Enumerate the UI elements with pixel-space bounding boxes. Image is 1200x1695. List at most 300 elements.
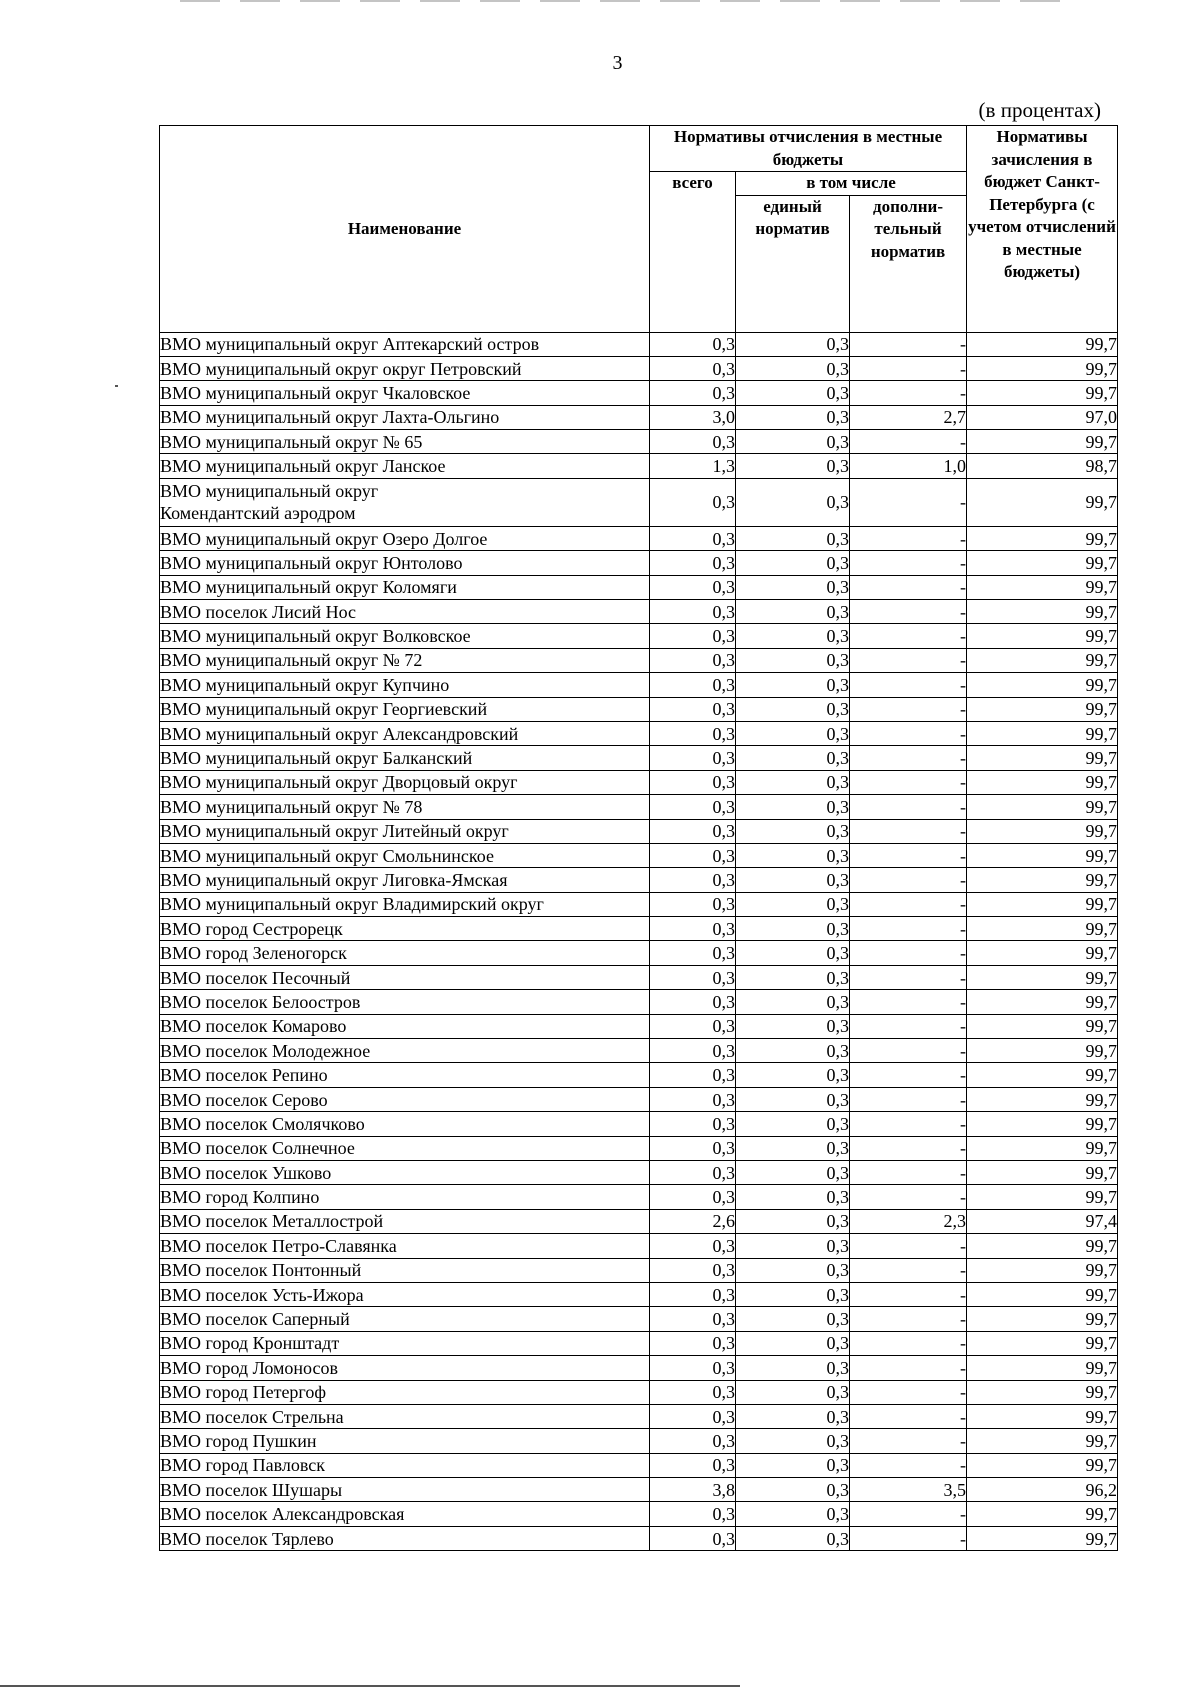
row-single-norm: 0,3 xyxy=(736,1112,850,1136)
row-spb-norm: 99,7 xyxy=(967,1039,1118,1063)
row-additional-norm: - xyxy=(850,1502,967,1526)
row-additional-norm: - xyxy=(850,721,967,745)
row-single-norm: 0,3 xyxy=(736,332,850,356)
row-spb-norm: 97,4 xyxy=(967,1209,1118,1233)
row-spb-norm: 99,7 xyxy=(967,1502,1118,1526)
row-additional-norm: 2,3 xyxy=(850,1209,967,1233)
row-single-norm: 0,3 xyxy=(736,1526,850,1550)
row-single-norm: 0,3 xyxy=(736,673,850,697)
row-spb-norm: 99,7 xyxy=(967,1014,1118,1038)
row-single-norm: 0,3 xyxy=(736,1453,850,1477)
row-spb-norm: 98,7 xyxy=(967,454,1118,478)
row-total: 0,3 xyxy=(650,1356,736,1380)
row-single-norm: 0,3 xyxy=(736,1161,850,1185)
table-row xyxy=(160,746,1118,770)
row-total: 0,3 xyxy=(650,1161,736,1185)
row-name: ВМО город Колпино xyxy=(160,1185,650,1209)
row-name: ВМО поселок Тярлево xyxy=(160,1526,650,1550)
row-total: 0,3 xyxy=(650,575,736,599)
row-name: ВМО поселок Песочный xyxy=(160,965,650,989)
row-total: 0,3 xyxy=(650,1380,736,1404)
row-name: ВМО поселок Шушары xyxy=(160,1478,650,1502)
row-spb-norm: 97,0 xyxy=(967,405,1118,429)
row-single-norm: 0,3 xyxy=(736,795,850,819)
row-single-norm: 0,3 xyxy=(736,551,850,575)
table-row xyxy=(160,892,1118,916)
row-name: ВМО муниципальный округ Комендантский аэродром xyxy=(160,478,650,526)
row-total: 0,3 xyxy=(650,1234,736,1258)
row-single-norm: 0,3 xyxy=(736,1429,850,1453)
row-name: ВМО муниципальный округ Владимирский округ xyxy=(160,892,650,916)
row-additional-norm: - xyxy=(850,332,967,356)
row-spb-norm: 99,7 xyxy=(967,381,1118,405)
row-additional-norm: - xyxy=(850,575,967,599)
row-single-norm: 0,3 xyxy=(736,454,850,478)
row-additional-norm: - xyxy=(850,1136,967,1160)
table-row xyxy=(160,405,1118,429)
row-spb-norm: 99,7 xyxy=(967,819,1118,843)
table-row xyxy=(160,1282,1118,1306)
row-name: ВМО муниципальный округ Балканский xyxy=(160,746,650,770)
row-spb-norm: 99,7 xyxy=(967,1063,1118,1087)
row-single-norm: 0,3 xyxy=(736,721,850,745)
row-total: 0,3 xyxy=(650,721,736,745)
table-row xyxy=(160,648,1118,672)
row-name: ВМО муниципальный округ Озеро Долгое xyxy=(160,526,650,550)
header-single-norm: единый норматив xyxy=(736,195,850,332)
row-additional-norm: - xyxy=(850,1356,967,1380)
row-spb-norm: 99,7 xyxy=(967,1429,1118,1453)
table-row xyxy=(160,1258,1118,1282)
table-row xyxy=(160,526,1118,550)
row-spb-norm: 99,7 xyxy=(967,673,1118,697)
header-additional-norm: дополни-тельный норматив xyxy=(850,195,967,332)
row-name: ВМО город Пушкин xyxy=(160,1429,650,1453)
row-single-norm: 0,3 xyxy=(736,1087,850,1111)
row-name: ВМО муниципальный округ округ Петровский xyxy=(160,356,650,380)
row-spb-norm: 99,7 xyxy=(967,1185,1118,1209)
table-row xyxy=(160,624,1118,648)
row-name: ВМО муниципальный округ Смольнинское xyxy=(160,843,650,867)
row-total: 0,3 xyxy=(650,795,736,819)
row-total: 0,3 xyxy=(650,917,736,941)
row-name: ВМО поселок Саперный xyxy=(160,1307,650,1331)
row-total: 0,3 xyxy=(650,1039,736,1063)
row-name: ВМО поселок Серово xyxy=(160,1087,650,1111)
row-spb-norm: 99,7 xyxy=(967,1161,1118,1185)
row-name: ВМО муниципальный округ Литейный округ xyxy=(160,819,650,843)
row-name: ВМО муниципальный округ Юнтолово xyxy=(160,551,650,575)
row-total: 0,3 xyxy=(650,478,736,526)
row-single-norm: 0,3 xyxy=(736,1014,850,1038)
row-name: ВМО муниципальный округ Ланское xyxy=(160,454,650,478)
row-name: ВМО город Кронштадт xyxy=(160,1331,650,1355)
row-name: ВМО поселок Александровская xyxy=(160,1502,650,1526)
row-name: ВМО муниципальный округ № 78 xyxy=(160,795,650,819)
table-row xyxy=(160,575,1118,599)
row-total: 0,3 xyxy=(650,356,736,380)
row-additional-norm: - xyxy=(850,526,967,550)
row-single-norm: 0,3 xyxy=(736,770,850,794)
row-name: ВМО муниципальный округ Волковское xyxy=(160,624,650,648)
row-total: 0,3 xyxy=(650,1404,736,1428)
row-total: 0,3 xyxy=(650,1063,736,1087)
table-row xyxy=(160,381,1118,405)
row-additional-norm: - xyxy=(850,600,967,624)
row-additional-norm: - xyxy=(850,1526,967,1550)
row-total: 0,3 xyxy=(650,843,736,867)
row-name: ВМО муниципальный округ Дворцовый округ xyxy=(160,770,650,794)
norms-table xyxy=(159,125,1118,1551)
row-total: 0,3 xyxy=(650,1185,736,1209)
row-additional-norm: - xyxy=(850,1063,967,1087)
row-single-norm: 0,3 xyxy=(736,1282,850,1306)
table-row xyxy=(160,454,1118,478)
row-spb-norm: 99,7 xyxy=(967,1282,1118,1306)
row-name: ВМО муниципальный округ Коломяги xyxy=(160,575,650,599)
row-single-norm: 0,3 xyxy=(736,381,850,405)
row-spb-norm: 99,7 xyxy=(967,1356,1118,1380)
row-single-norm: 0,3 xyxy=(736,1331,850,1355)
row-single-norm: 0,3 xyxy=(736,1307,850,1331)
row-spb-norm: 99,7 xyxy=(967,1526,1118,1550)
row-name: ВМО поселок Смолячково xyxy=(160,1112,650,1136)
row-name: ВМО город Зеленогорск xyxy=(160,941,650,965)
header-local-budgets: Нормативы отчисления в местные бюджеты xyxy=(650,126,967,172)
row-single-norm: 0,3 xyxy=(736,819,850,843)
row-name: ВМО муниципальный округ Лиговка-Ямская xyxy=(160,868,650,892)
row-additional-norm: - xyxy=(850,868,967,892)
row-spb-norm: 99,7 xyxy=(967,600,1118,624)
table-row xyxy=(160,1502,1118,1526)
table-row xyxy=(160,1380,1118,1404)
table-row xyxy=(160,356,1118,380)
row-spb-norm: 99,7 xyxy=(967,478,1118,526)
row-additional-norm: - xyxy=(850,1161,967,1185)
row-additional-norm: - xyxy=(850,551,967,575)
row-single-norm: 0,3 xyxy=(736,697,850,721)
row-additional-norm: - xyxy=(850,1014,967,1038)
table-row xyxy=(160,332,1118,356)
row-additional-norm: - xyxy=(850,1331,967,1355)
header-including: в том числе xyxy=(736,172,967,196)
row-name: ВМО поселок Петро-Славянка xyxy=(160,1234,650,1258)
row-total: 0,3 xyxy=(650,770,736,794)
table-row xyxy=(160,990,1118,1014)
row-total: 0,3 xyxy=(650,551,736,575)
table-row xyxy=(160,430,1118,454)
table-row xyxy=(160,1161,1118,1185)
row-additional-norm: - xyxy=(850,892,967,916)
row-additional-norm: - xyxy=(850,624,967,648)
row-single-norm: 0,3 xyxy=(736,356,850,380)
row-name: ВМО поселок Репино xyxy=(160,1063,650,1087)
table-row xyxy=(160,697,1118,721)
table-row xyxy=(160,1478,1118,1502)
table-row xyxy=(160,1234,1118,1258)
row-spb-norm: 99,7 xyxy=(967,697,1118,721)
row-single-norm: 0,3 xyxy=(736,1380,850,1404)
row-additional-norm: - xyxy=(850,990,967,1014)
row-spb-norm: 99,7 xyxy=(967,356,1118,380)
row-additional-norm: - xyxy=(850,1258,967,1282)
row-spb-norm: 99,7 xyxy=(967,843,1118,867)
row-total: 3,8 xyxy=(650,1478,736,1502)
row-additional-norm: - xyxy=(850,673,967,697)
row-single-norm: 0,3 xyxy=(736,1185,850,1209)
row-name: ВМО муниципальный округ Александровский xyxy=(160,721,650,745)
row-additional-norm: - xyxy=(850,746,967,770)
row-total: 1,3 xyxy=(650,454,736,478)
table-row xyxy=(160,1429,1118,1453)
row-name: ВМО поселок Ушково xyxy=(160,1161,650,1185)
row-additional-norm: - xyxy=(850,965,967,989)
row-spb-norm: 99,7 xyxy=(967,1234,1118,1258)
header-spb-budget: Нормативы зачисления в бюджет Санкт-Петербурга (с учетом отчислений в местные бюджеты) xyxy=(967,126,1118,333)
page-number: 3 xyxy=(612,52,623,74)
table-row xyxy=(160,843,1118,867)
row-additional-norm: 2,7 xyxy=(850,405,967,429)
table-row xyxy=(160,1209,1118,1233)
row-total: 0,3 xyxy=(650,624,736,648)
row-additional-norm: - xyxy=(850,1453,967,1477)
table-row xyxy=(160,965,1118,989)
row-total: 0,3 xyxy=(650,965,736,989)
table-row xyxy=(160,868,1118,892)
row-additional-norm: - xyxy=(850,843,967,867)
table-row xyxy=(160,941,1118,965)
row-spb-norm: 99,7 xyxy=(967,990,1118,1014)
row-additional-norm: - xyxy=(850,941,967,965)
table-body xyxy=(160,332,1118,1551)
table-row xyxy=(160,1087,1118,1111)
row-additional-norm: - xyxy=(850,1307,967,1331)
row-additional-norm: - xyxy=(850,1429,967,1453)
row-spb-norm: 99,7 xyxy=(967,332,1118,356)
table-row xyxy=(160,673,1118,697)
row-single-norm: 0,3 xyxy=(736,575,850,599)
row-total: 3,0 xyxy=(650,405,736,429)
row-total: 0,3 xyxy=(650,819,736,843)
row-total: 0,3 xyxy=(650,1429,736,1453)
row-spb-norm: 99,7 xyxy=(967,1112,1118,1136)
row-single-norm: 0,3 xyxy=(736,1356,850,1380)
table-row xyxy=(160,551,1118,575)
row-total: 0,3 xyxy=(650,1502,736,1526)
scan-speck xyxy=(115,385,118,387)
table-row xyxy=(160,1307,1118,1331)
table-row xyxy=(160,1185,1118,1209)
row-total: 0,3 xyxy=(650,892,736,916)
row-spb-norm: 99,7 xyxy=(967,795,1118,819)
table-row xyxy=(160,770,1118,794)
row-single-norm: 0,3 xyxy=(736,600,850,624)
row-single-norm: 0,3 xyxy=(736,868,850,892)
row-total: 0,3 xyxy=(650,600,736,624)
row-total: 0,3 xyxy=(650,1136,736,1160)
row-single-norm: 0,3 xyxy=(736,1478,850,1502)
row-single-norm: 0,3 xyxy=(736,892,850,916)
row-spb-norm: 99,7 xyxy=(967,1380,1118,1404)
row-additional-norm: - xyxy=(850,1039,967,1063)
row-additional-norm: - xyxy=(850,356,967,380)
row-spb-norm: 99,7 xyxy=(967,1331,1118,1355)
row-total: 0,3 xyxy=(650,1331,736,1355)
row-single-norm: 0,3 xyxy=(736,624,850,648)
table-row xyxy=(160,1356,1118,1380)
row-spb-norm: 99,7 xyxy=(967,575,1118,599)
table-row xyxy=(160,819,1118,843)
row-spb-norm: 99,7 xyxy=(967,917,1118,941)
table-row xyxy=(160,1404,1118,1428)
row-single-norm: 0,3 xyxy=(736,1136,850,1160)
row-single-norm: 0,3 xyxy=(736,430,850,454)
row-additional-norm: - xyxy=(850,430,967,454)
row-single-norm: 0,3 xyxy=(736,1063,850,1087)
row-additional-norm: - xyxy=(850,1404,967,1428)
row-total: 0,3 xyxy=(650,1526,736,1550)
row-single-norm: 0,3 xyxy=(736,843,850,867)
header-total: всего xyxy=(650,172,736,333)
row-total: 0,3 xyxy=(650,648,736,672)
row-spb-norm: 99,7 xyxy=(967,1087,1118,1111)
row-name: ВМО поселок Комарово xyxy=(160,1014,650,1038)
row-spb-norm: 99,7 xyxy=(967,1136,1118,1160)
row-additional-norm: - xyxy=(850,1112,967,1136)
row-total: 0,3 xyxy=(650,1453,736,1477)
row-single-norm: 0,3 xyxy=(736,1404,850,1428)
row-spb-norm: 99,7 xyxy=(967,868,1118,892)
row-name: ВМО муниципальный округ № 65 xyxy=(160,430,650,454)
row-spb-norm: 99,7 xyxy=(967,721,1118,745)
row-single-norm: 0,3 xyxy=(736,526,850,550)
row-name: ВМО муниципальный округ Георгиевский xyxy=(160,697,650,721)
row-single-norm: 0,3 xyxy=(736,965,850,989)
row-total: 0,3 xyxy=(650,1087,736,1111)
row-single-norm: 0,3 xyxy=(736,746,850,770)
row-spb-norm: 99,7 xyxy=(967,965,1118,989)
row-additional-norm: - xyxy=(850,1380,967,1404)
row-additional-norm: 3,5 xyxy=(850,1478,967,1502)
row-additional-norm: 1,0 xyxy=(850,454,967,478)
row-total: 0,3 xyxy=(650,526,736,550)
row-spb-norm: 99,7 xyxy=(967,648,1118,672)
row-total: 0,3 xyxy=(650,1112,736,1136)
row-name: ВМО поселок Понтонный xyxy=(160,1258,650,1282)
table-row xyxy=(160,1063,1118,1087)
scan-edge-top xyxy=(180,0,1080,2)
row-single-norm: 0,3 xyxy=(736,1502,850,1526)
row-spb-norm: 99,7 xyxy=(967,1307,1118,1331)
row-additional-norm: - xyxy=(850,795,967,819)
row-spb-norm: 99,7 xyxy=(967,892,1118,916)
table-row xyxy=(160,1453,1118,1477)
row-spb-norm: 99,7 xyxy=(967,526,1118,550)
row-single-norm: 0,3 xyxy=(736,1234,850,1258)
row-name: ВМО город Павловск xyxy=(160,1453,650,1477)
row-total: 0,3 xyxy=(650,868,736,892)
row-name: ВМО город Сестрорецк xyxy=(160,917,650,941)
row-additional-norm: - xyxy=(850,819,967,843)
header-name: Наименование xyxy=(160,126,650,333)
row-total: 0,3 xyxy=(650,1258,736,1282)
row-total: 0,3 xyxy=(650,990,736,1014)
row-additional-norm: - xyxy=(850,770,967,794)
table-row xyxy=(160,1014,1118,1038)
row-single-norm: 0,3 xyxy=(736,648,850,672)
row-single-norm: 0,3 xyxy=(736,1258,850,1282)
table-row xyxy=(160,1331,1118,1355)
row-total: 0,3 xyxy=(650,332,736,356)
row-single-norm: 0,3 xyxy=(736,405,850,429)
row-single-norm: 0,3 xyxy=(736,941,850,965)
table-row xyxy=(160,795,1118,819)
table-row xyxy=(160,478,1118,526)
row-name: ВМО муниципальный округ Лахта-Ольгино xyxy=(160,405,650,429)
row-spb-norm: 96,2 xyxy=(967,1478,1118,1502)
row-spb-norm: 99,7 xyxy=(967,430,1118,454)
table-header xyxy=(160,126,1118,333)
row-name: ВМО поселок Молодежное xyxy=(160,1039,650,1063)
row-name: ВМО поселок Усть-Ижора xyxy=(160,1282,650,1306)
row-single-norm: 0,3 xyxy=(736,917,850,941)
row-spb-norm: 99,7 xyxy=(967,1453,1118,1477)
row-total: 0,3 xyxy=(650,673,736,697)
row-total: 2,6 xyxy=(650,1209,736,1233)
units-note: (в процентах) xyxy=(978,98,1101,122)
table-row xyxy=(160,917,1118,941)
table-row xyxy=(160,1136,1118,1160)
row-name: ВМО город Петергоф xyxy=(160,1380,650,1404)
row-spb-norm: 99,7 xyxy=(967,770,1118,794)
row-name: ВМО муниципальный округ № 72 xyxy=(160,648,650,672)
row-additional-norm: - xyxy=(850,697,967,721)
row-total: 0,3 xyxy=(650,1307,736,1331)
row-name: ВМО муниципальный округ Купчино xyxy=(160,673,650,697)
row-single-norm: 0,3 xyxy=(736,990,850,1014)
row-name: ВМО поселок Солнечное xyxy=(160,1136,650,1160)
scan-edge-bottom xyxy=(0,1685,740,1687)
row-additional-norm: - xyxy=(850,381,967,405)
table-row xyxy=(160,1526,1118,1550)
table-row xyxy=(160,600,1118,624)
row-total: 0,3 xyxy=(650,381,736,405)
row-spb-norm: 99,7 xyxy=(967,746,1118,770)
row-additional-norm: - xyxy=(850,1234,967,1258)
row-single-norm: 0,3 xyxy=(736,1039,850,1063)
row-name: ВМО муниципальный округ Чкаловское xyxy=(160,381,650,405)
row-additional-norm: - xyxy=(850,478,967,526)
row-total: 0,3 xyxy=(650,941,736,965)
row-additional-norm: - xyxy=(850,648,967,672)
table-row xyxy=(160,1112,1118,1136)
row-single-norm: 0,3 xyxy=(736,478,850,526)
row-total: 0,3 xyxy=(650,1282,736,1306)
row-name: ВМО поселок Белоостров xyxy=(160,990,650,1014)
row-total: 0,3 xyxy=(650,746,736,770)
row-additional-norm: - xyxy=(850,1185,967,1209)
row-name: ВМО поселок Лисий Нос xyxy=(160,600,650,624)
row-spb-norm: 99,7 xyxy=(967,941,1118,965)
row-total: 0,3 xyxy=(650,697,736,721)
row-single-norm: 0,3 xyxy=(736,1209,850,1233)
row-additional-norm: - xyxy=(850,1282,967,1306)
row-spb-norm: 99,7 xyxy=(967,1258,1118,1282)
row-spb-norm: 99,7 xyxy=(967,551,1118,575)
table-row xyxy=(160,1039,1118,1063)
row-name: ВМО город Ломоносов xyxy=(160,1356,650,1380)
row-spb-norm: 99,7 xyxy=(967,1404,1118,1428)
